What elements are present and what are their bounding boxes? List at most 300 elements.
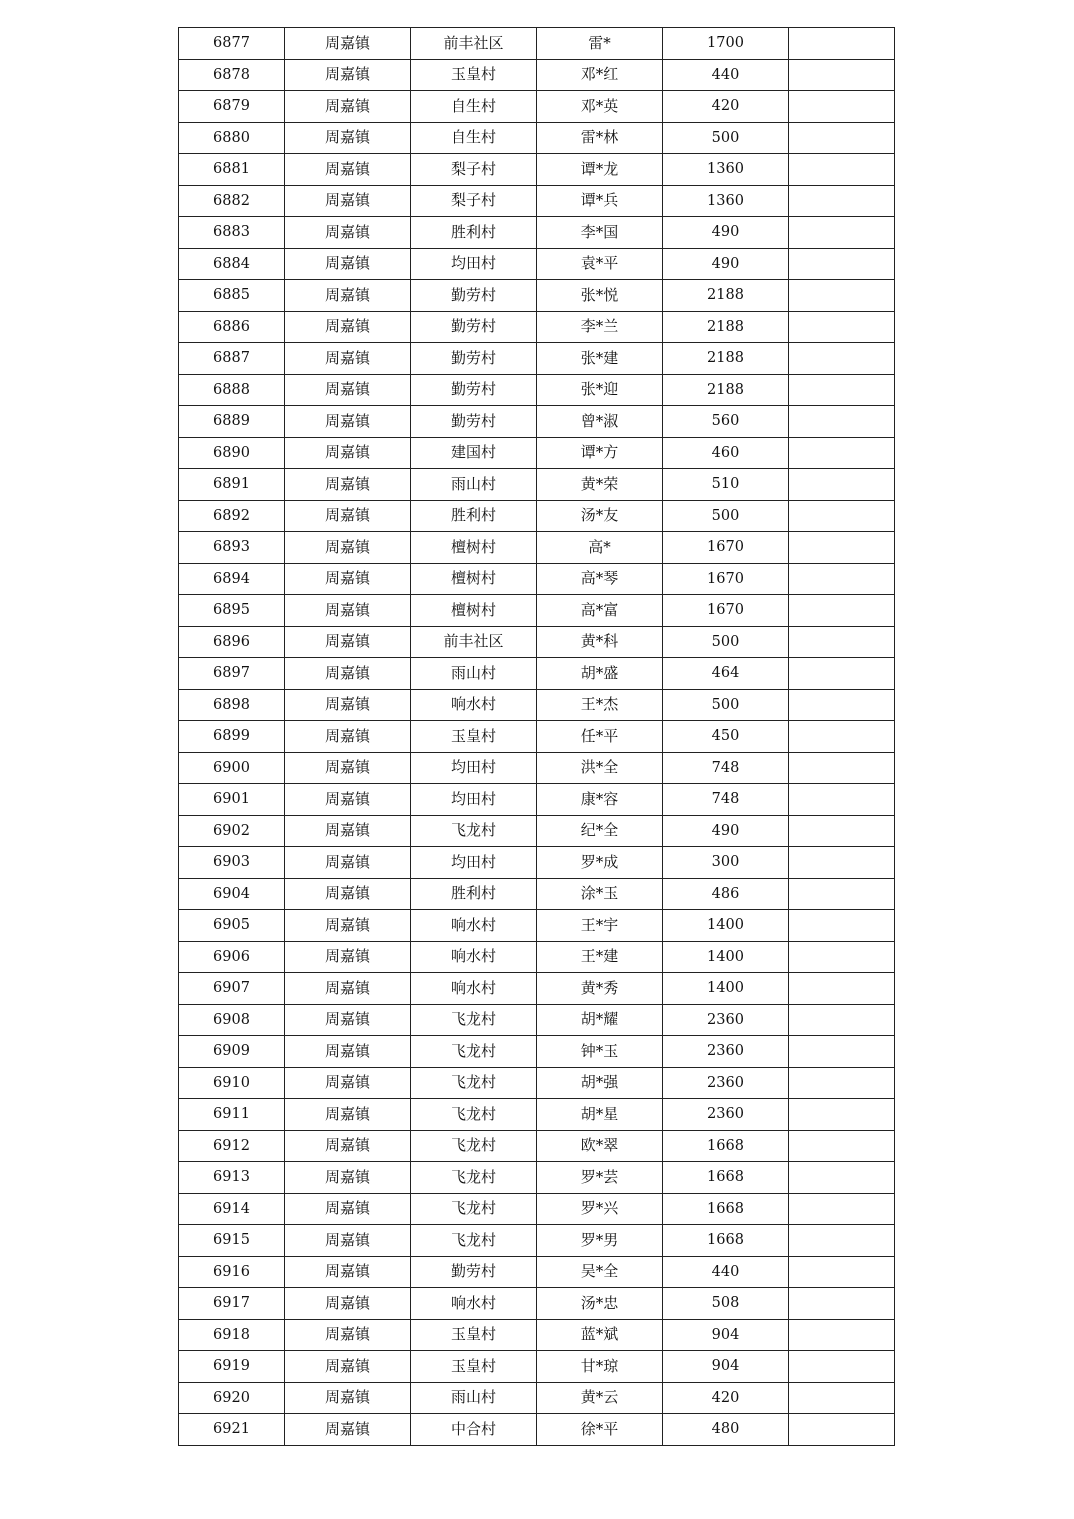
cell-name: 高*琴 xyxy=(537,563,663,595)
table-row xyxy=(179,941,895,973)
cell-serial: 6908 xyxy=(179,1004,285,1036)
cell-serial: 6879 xyxy=(179,91,285,123)
cell-amount: 420 xyxy=(663,91,789,123)
cell-serial: 6878 xyxy=(179,59,285,91)
table-row xyxy=(179,815,895,847)
cell-serial: 6915 xyxy=(179,1225,285,1257)
cell-serial: 6889 xyxy=(179,406,285,438)
cell-amount: 1670 xyxy=(663,563,789,595)
cell-serial: 6920 xyxy=(179,1382,285,1414)
table-row xyxy=(179,1162,895,1194)
cell-name: 李*兰 xyxy=(537,311,663,343)
cell-amount: 450 xyxy=(663,721,789,753)
cell-remark xyxy=(789,217,895,249)
cell-amount: 440 xyxy=(663,59,789,91)
cell-amount: 2360 xyxy=(663,1036,789,1068)
cell-town: 周嘉镇 xyxy=(285,815,411,847)
cell-village: 响水村 xyxy=(411,1288,537,1320)
cell-remark xyxy=(789,910,895,942)
table-row xyxy=(179,1382,895,1414)
cell-village: 玉皇村 xyxy=(411,59,537,91)
cell-village: 飞龙村 xyxy=(411,1193,537,1225)
cell-serial: 6882 xyxy=(179,185,285,217)
cell-amount: 508 xyxy=(663,1288,789,1320)
cell-amount: 1360 xyxy=(663,185,789,217)
table-row xyxy=(179,595,895,627)
cell-serial: 6886 xyxy=(179,311,285,343)
table-row xyxy=(179,752,895,784)
table-row xyxy=(179,343,895,375)
cell-amount: 420 xyxy=(663,1382,789,1414)
cell-village: 飞龙村 xyxy=(411,1162,537,1194)
table-row xyxy=(179,248,895,280)
cell-village: 前丰社区 xyxy=(411,626,537,658)
cell-amount: 1700 xyxy=(663,28,789,60)
cell-village: 飞龙村 xyxy=(411,1130,537,1162)
cell-town: 周嘉镇 xyxy=(285,941,411,973)
cell-village: 雨山村 xyxy=(411,658,537,690)
cell-remark xyxy=(789,1414,895,1446)
cell-town: 周嘉镇 xyxy=(285,847,411,879)
cell-remark xyxy=(789,469,895,501)
cell-remark xyxy=(789,248,895,280)
cell-village: 雨山村 xyxy=(411,469,537,501)
cell-village: 飞龙村 xyxy=(411,1099,537,1131)
cell-name: 钟*玉 xyxy=(537,1036,663,1068)
cell-name: 欧*翠 xyxy=(537,1130,663,1162)
table-row xyxy=(179,1193,895,1225)
table-row xyxy=(179,1004,895,1036)
table-row xyxy=(179,59,895,91)
cell-serial: 6912 xyxy=(179,1130,285,1162)
cell-serial: 6919 xyxy=(179,1351,285,1383)
cell-remark xyxy=(789,406,895,438)
table-row xyxy=(179,658,895,690)
cell-remark xyxy=(789,500,895,532)
cell-amount: 486 xyxy=(663,878,789,910)
cell-serial: 6903 xyxy=(179,847,285,879)
cell-remark xyxy=(789,91,895,123)
cell-serial: 6916 xyxy=(179,1256,285,1288)
cell-amount: 1668 xyxy=(663,1193,789,1225)
cell-town: 周嘉镇 xyxy=(285,973,411,1005)
cell-town: 周嘉镇 xyxy=(285,532,411,564)
cell-amount: 2360 xyxy=(663,1099,789,1131)
cell-serial: 6877 xyxy=(179,28,285,60)
cell-town: 周嘉镇 xyxy=(285,595,411,627)
cell-remark xyxy=(789,1130,895,1162)
cell-name: 王*杰 xyxy=(537,689,663,721)
cell-village: 自生村 xyxy=(411,122,537,154)
cell-amount: 748 xyxy=(663,752,789,784)
cell-serial: 6918 xyxy=(179,1319,285,1351)
cell-village: 勤劳村 xyxy=(411,374,537,406)
cell-village: 檀树村 xyxy=(411,532,537,564)
cell-serial: 6900 xyxy=(179,752,285,784)
table-row xyxy=(179,469,895,501)
cell-amount: 500 xyxy=(663,500,789,532)
cell-serial: 6913 xyxy=(179,1162,285,1194)
cell-amount: 1668 xyxy=(663,1130,789,1162)
cell-serial: 6914 xyxy=(179,1193,285,1225)
cell-serial: 6880 xyxy=(179,122,285,154)
cell-town: 周嘉镇 xyxy=(285,500,411,532)
cell-name: 吴*全 xyxy=(537,1256,663,1288)
cell-remark xyxy=(789,1067,895,1099)
cell-town: 周嘉镇 xyxy=(285,91,411,123)
cell-name: 黄*荣 xyxy=(537,469,663,501)
cell-amount: 440 xyxy=(663,1256,789,1288)
cell-town: 周嘉镇 xyxy=(285,658,411,690)
cell-town: 周嘉镇 xyxy=(285,910,411,942)
cell-serial: 6902 xyxy=(179,815,285,847)
cell-name: 洪*全 xyxy=(537,752,663,784)
cell-serial: 6899 xyxy=(179,721,285,753)
table-row xyxy=(179,1319,895,1351)
roster-table-body xyxy=(179,28,895,1446)
cell-name: 王*宇 xyxy=(537,910,663,942)
cell-town: 周嘉镇 xyxy=(285,689,411,721)
cell-town: 周嘉镇 xyxy=(285,1099,411,1131)
cell-name: 纪*全 xyxy=(537,815,663,847)
cell-remark xyxy=(789,154,895,186)
cell-village: 飞龙村 xyxy=(411,1004,537,1036)
table-row xyxy=(179,973,895,1005)
table-row xyxy=(179,91,895,123)
cell-remark xyxy=(789,185,895,217)
cell-town: 周嘉镇 xyxy=(285,185,411,217)
cell-name: 胡*盛 xyxy=(537,658,663,690)
cell-village: 梨子村 xyxy=(411,154,537,186)
table-row xyxy=(179,1414,895,1446)
table-row xyxy=(179,1225,895,1257)
cell-name: 黄*云 xyxy=(537,1382,663,1414)
cell-serial: 6892 xyxy=(179,500,285,532)
table-row xyxy=(179,122,895,154)
cell-serial: 6901 xyxy=(179,784,285,816)
cell-serial: 6885 xyxy=(179,280,285,312)
table-row xyxy=(179,784,895,816)
table-row xyxy=(179,878,895,910)
cell-name: 邓*红 xyxy=(537,59,663,91)
cell-village: 自生村 xyxy=(411,91,537,123)
cell-town: 周嘉镇 xyxy=(285,878,411,910)
cell-village: 勤劳村 xyxy=(411,311,537,343)
cell-serial: 6905 xyxy=(179,910,285,942)
table-row xyxy=(179,1256,895,1288)
cell-town: 周嘉镇 xyxy=(285,1351,411,1383)
table-row xyxy=(179,847,895,879)
cell-town: 周嘉镇 xyxy=(285,406,411,438)
cell-town: 周嘉镇 xyxy=(285,343,411,375)
cell-town: 周嘉镇 xyxy=(285,1067,411,1099)
cell-remark xyxy=(789,752,895,784)
cell-remark xyxy=(789,1225,895,1257)
cell-name: 汤*忠 xyxy=(537,1288,663,1320)
cell-amount: 2360 xyxy=(663,1067,789,1099)
cell-remark xyxy=(789,1004,895,1036)
cell-village: 勤劳村 xyxy=(411,280,537,312)
cell-amount: 464 xyxy=(663,658,789,690)
cell-remark xyxy=(789,973,895,1005)
cell-amount: 490 xyxy=(663,248,789,280)
cell-village: 胜利村 xyxy=(411,878,537,910)
cell-remark xyxy=(789,122,895,154)
table-row xyxy=(179,500,895,532)
cell-town: 周嘉镇 xyxy=(285,311,411,343)
cell-name: 罗*兴 xyxy=(537,1193,663,1225)
cell-serial: 6904 xyxy=(179,878,285,910)
cell-remark xyxy=(789,878,895,910)
cell-amount: 2188 xyxy=(663,343,789,375)
cell-town: 周嘉镇 xyxy=(285,1382,411,1414)
cell-village: 勤劳村 xyxy=(411,406,537,438)
cell-remark xyxy=(789,1288,895,1320)
cell-town: 周嘉镇 xyxy=(285,154,411,186)
table-row xyxy=(179,1099,895,1131)
cell-name: 胡*强 xyxy=(537,1067,663,1099)
cell-name: 袁*平 xyxy=(537,248,663,280)
cell-name: 胡*耀 xyxy=(537,1004,663,1036)
cell-amount: 1670 xyxy=(663,595,789,627)
cell-remark xyxy=(789,563,895,595)
cell-serial: 6887 xyxy=(179,343,285,375)
cell-town: 周嘉镇 xyxy=(285,1225,411,1257)
cell-amount: 1360 xyxy=(663,154,789,186)
cell-amount: 2188 xyxy=(663,280,789,312)
cell-town: 周嘉镇 xyxy=(285,217,411,249)
cell-town: 周嘉镇 xyxy=(285,1414,411,1446)
cell-amount: 2188 xyxy=(663,374,789,406)
cell-village: 前丰社区 xyxy=(411,28,537,60)
cell-village: 响水村 xyxy=(411,973,537,1005)
cell-remark xyxy=(789,658,895,690)
cell-serial: 6894 xyxy=(179,563,285,595)
cell-village: 均田村 xyxy=(411,248,537,280)
cell-town: 周嘉镇 xyxy=(285,626,411,658)
roster-table xyxy=(178,27,895,1446)
cell-serial: 6883 xyxy=(179,217,285,249)
cell-village: 中合村 xyxy=(411,1414,537,1446)
cell-village: 均田村 xyxy=(411,752,537,784)
cell-remark xyxy=(789,1162,895,1194)
cell-village: 胜利村 xyxy=(411,217,537,249)
cell-serial: 6907 xyxy=(179,973,285,1005)
cell-remark xyxy=(789,721,895,753)
table-row xyxy=(179,374,895,406)
table-row xyxy=(179,280,895,312)
cell-amount: 2360 xyxy=(663,1004,789,1036)
cell-serial: 6881 xyxy=(179,154,285,186)
cell-serial: 6911 xyxy=(179,1099,285,1131)
cell-serial: 6909 xyxy=(179,1036,285,1068)
cell-village: 胜利村 xyxy=(411,500,537,532)
cell-remark xyxy=(789,1382,895,1414)
cell-remark xyxy=(789,280,895,312)
cell-remark xyxy=(789,1256,895,1288)
cell-village: 均田村 xyxy=(411,847,537,879)
cell-serial: 6896 xyxy=(179,626,285,658)
cell-serial: 6921 xyxy=(179,1414,285,1446)
cell-town: 周嘉镇 xyxy=(285,248,411,280)
cell-town: 周嘉镇 xyxy=(285,1256,411,1288)
cell-town: 周嘉镇 xyxy=(285,122,411,154)
cell-remark xyxy=(789,595,895,627)
cell-name: 张*迎 xyxy=(537,374,663,406)
cell-serial: 6895 xyxy=(179,595,285,627)
cell-remark xyxy=(789,59,895,91)
cell-remark xyxy=(789,1036,895,1068)
cell-amount: 460 xyxy=(663,437,789,469)
cell-town: 周嘉镇 xyxy=(285,280,411,312)
cell-amount: 500 xyxy=(663,122,789,154)
cell-name: 谭*方 xyxy=(537,437,663,469)
cell-village: 玉皇村 xyxy=(411,721,537,753)
cell-amount: 300 xyxy=(663,847,789,879)
cell-name: 蓝*斌 xyxy=(537,1319,663,1351)
cell-name: 汤*友 xyxy=(537,500,663,532)
cell-name: 谭*兵 xyxy=(537,185,663,217)
cell-amount: 500 xyxy=(663,689,789,721)
table-row xyxy=(179,437,895,469)
cell-remark xyxy=(789,374,895,406)
cell-village: 玉皇村 xyxy=(411,1319,537,1351)
cell-remark xyxy=(789,847,895,879)
cell-town: 周嘉镇 xyxy=(285,563,411,595)
cell-name: 高*富 xyxy=(537,595,663,627)
cell-amount: 510 xyxy=(663,469,789,501)
cell-amount: 1400 xyxy=(663,910,789,942)
cell-town: 周嘉镇 xyxy=(285,28,411,60)
cell-town: 周嘉镇 xyxy=(285,469,411,501)
cell-name: 高* xyxy=(537,532,663,564)
table-row xyxy=(179,154,895,186)
table-row xyxy=(179,721,895,753)
table-row xyxy=(179,563,895,595)
cell-name: 黄*科 xyxy=(537,626,663,658)
cell-name: 张*悦 xyxy=(537,280,663,312)
cell-village: 梨子村 xyxy=(411,185,537,217)
cell-serial: 6884 xyxy=(179,248,285,280)
cell-name: 罗*芸 xyxy=(537,1162,663,1194)
cell-amount: 500 xyxy=(663,626,789,658)
cell-amount: 560 xyxy=(663,406,789,438)
cell-remark xyxy=(789,1099,895,1131)
cell-village: 勤劳村 xyxy=(411,343,537,375)
cell-town: 周嘉镇 xyxy=(285,437,411,469)
cell-town: 周嘉镇 xyxy=(285,1319,411,1351)
cell-town: 周嘉镇 xyxy=(285,1130,411,1162)
cell-town: 周嘉镇 xyxy=(285,59,411,91)
cell-town: 周嘉镇 xyxy=(285,1036,411,1068)
table-row xyxy=(179,1067,895,1099)
cell-village: 勤劳村 xyxy=(411,1256,537,1288)
cell-serial: 6917 xyxy=(179,1288,285,1320)
cell-name: 王*建 xyxy=(537,941,663,973)
cell-remark xyxy=(789,1193,895,1225)
cell-serial: 6906 xyxy=(179,941,285,973)
cell-amount: 748 xyxy=(663,784,789,816)
cell-village: 檀树村 xyxy=(411,595,537,627)
cell-name: 涂*玉 xyxy=(537,878,663,910)
table-row xyxy=(179,1288,895,1320)
cell-village: 雨山村 xyxy=(411,1382,537,1414)
cell-village: 飞龙村 xyxy=(411,815,537,847)
cell-village: 响水村 xyxy=(411,910,537,942)
table-row xyxy=(179,28,895,60)
cell-amount: 1400 xyxy=(663,973,789,1005)
cell-village: 响水村 xyxy=(411,689,537,721)
cell-town: 周嘉镇 xyxy=(285,1004,411,1036)
table-row xyxy=(179,1036,895,1068)
cell-village: 均田村 xyxy=(411,784,537,816)
cell-town: 周嘉镇 xyxy=(285,374,411,406)
cell-serial: 6910 xyxy=(179,1067,285,1099)
table-row xyxy=(179,626,895,658)
cell-amount: 1400 xyxy=(663,941,789,973)
table-row xyxy=(179,532,895,564)
table-row xyxy=(179,406,895,438)
cell-name: 任*平 xyxy=(537,721,663,753)
table-row xyxy=(179,1130,895,1162)
cell-town: 周嘉镇 xyxy=(285,1162,411,1194)
cell-town: 周嘉镇 xyxy=(285,721,411,753)
cell-remark xyxy=(789,941,895,973)
cell-amount: 490 xyxy=(663,815,789,847)
cell-remark xyxy=(789,626,895,658)
cell-name: 黄*秀 xyxy=(537,973,663,1005)
cell-name: 康*容 xyxy=(537,784,663,816)
cell-name: 甘*琼 xyxy=(537,1351,663,1383)
cell-town: 周嘉镇 xyxy=(285,784,411,816)
cell-name: 胡*星 xyxy=(537,1099,663,1131)
table-row xyxy=(179,1351,895,1383)
cell-amount: 1670 xyxy=(663,532,789,564)
cell-name: 罗*成 xyxy=(537,847,663,879)
cell-name: 谭*龙 xyxy=(537,154,663,186)
cell-name: 雷* xyxy=(537,28,663,60)
cell-serial: 6893 xyxy=(179,532,285,564)
cell-amount: 904 xyxy=(663,1319,789,1351)
cell-remark xyxy=(789,311,895,343)
table-row xyxy=(179,910,895,942)
cell-village: 飞龙村 xyxy=(411,1225,537,1257)
cell-serial: 6898 xyxy=(179,689,285,721)
cell-village: 响水村 xyxy=(411,941,537,973)
cell-amount: 2188 xyxy=(663,311,789,343)
table-row xyxy=(179,217,895,249)
cell-village: 建国村 xyxy=(411,437,537,469)
cell-serial: 6897 xyxy=(179,658,285,690)
cell-serial: 6888 xyxy=(179,374,285,406)
cell-name: 曾*淑 xyxy=(537,406,663,438)
cell-remark xyxy=(789,532,895,564)
cell-remark xyxy=(789,1351,895,1383)
cell-town: 周嘉镇 xyxy=(285,1288,411,1320)
table-row xyxy=(179,185,895,217)
cell-amount: 490 xyxy=(663,217,789,249)
cell-name: 雷*林 xyxy=(537,122,663,154)
cell-town: 周嘉镇 xyxy=(285,1193,411,1225)
cell-amount: 1668 xyxy=(663,1162,789,1194)
table-row xyxy=(179,689,895,721)
cell-remark xyxy=(789,437,895,469)
cell-remark xyxy=(789,1319,895,1351)
cell-serial: 6891 xyxy=(179,469,285,501)
cell-village: 玉皇村 xyxy=(411,1351,537,1383)
cell-village: 檀树村 xyxy=(411,563,537,595)
cell-town: 周嘉镇 xyxy=(285,752,411,784)
